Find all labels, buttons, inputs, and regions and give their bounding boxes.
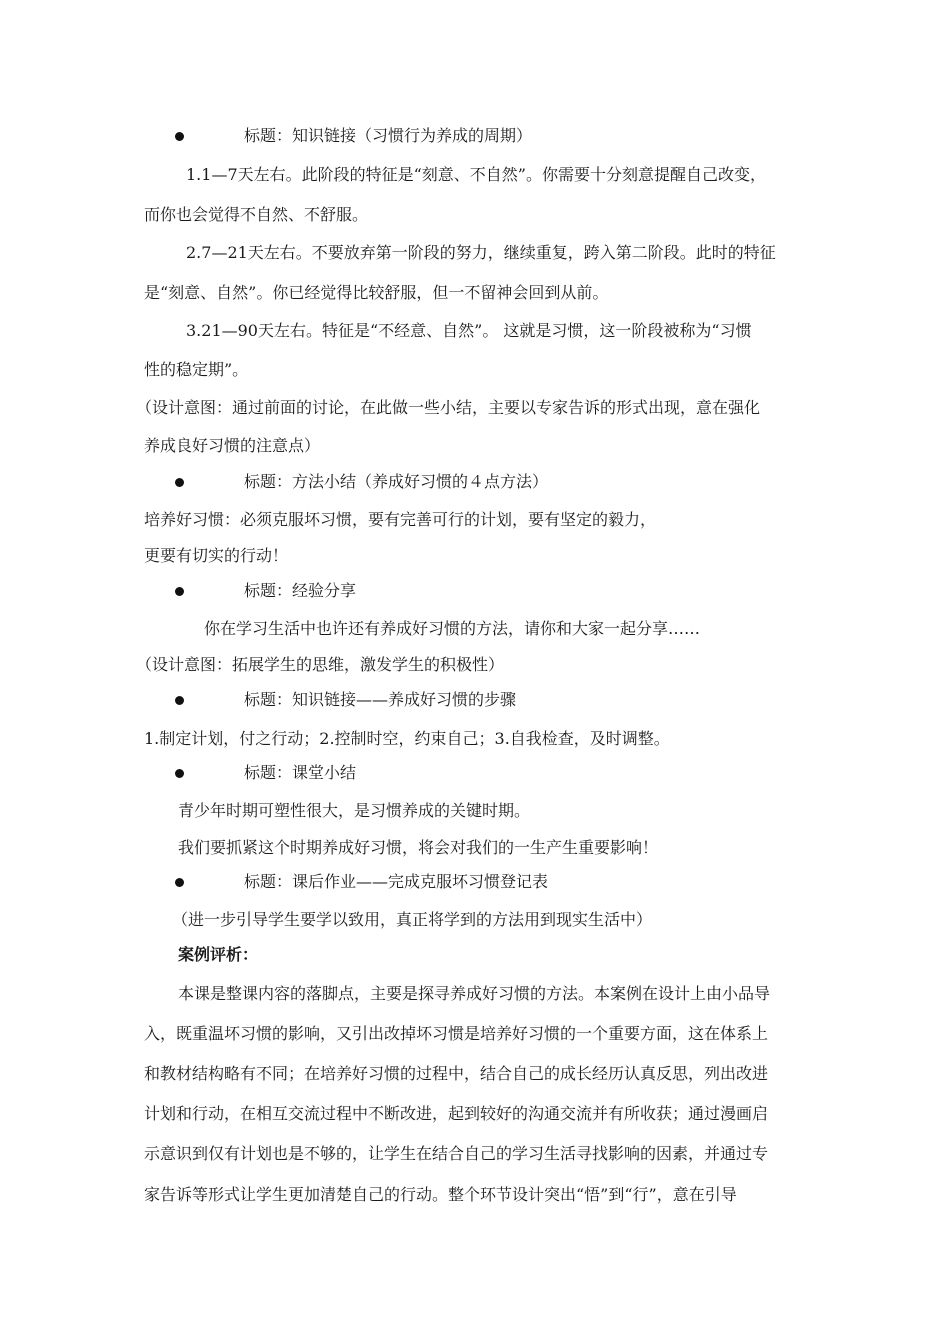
case-analysis-heading: 案例评析： [178, 945, 259, 964]
paragraph-line: 入，既重温坏习惯的影响，又引出改掉坏习惯是培养好习惯的一个重要方面，这在体系上 [144, 1024, 769, 1043]
bullet-icon [175, 587, 184, 596]
bullet-icon [175, 696, 184, 705]
paragraph-line: 而你也会觉得不自然、不舒服。 [144, 205, 369, 224]
paragraph-line: 和教材结构略有不同；在培养好习惯的过程中，结合自己的成长经历认真反思，列出改进 [144, 1064, 769, 1083]
paragraph-line: 你在学习生活中也许还有养成好习惯的方法，请你和大家一起分享…… [204, 619, 701, 638]
paragraph-line: 计划和行动，在相互交流过程中不断改进，起到较好的沟通交流并有所收获；通过漫画启 [144, 1104, 769, 1123]
bullet-icon [175, 878, 184, 887]
paragraph-line: 我们要抓紧这个时期养成好习惯，将会对我们的一生产生重要影响！ [178, 838, 659, 857]
design-intent-line: 养成良好习惯的注意点） [144, 436, 321, 455]
paragraph-line: 3.21—90天左右。特征是“不经意、自然”。 这就是习惯，这一阶段被称为“习惯 [186, 321, 752, 340]
section-heading: 标题：课后作业——完成克服坏习惯登记表 [244, 872, 549, 891]
design-intent-line: （进一步引导学生要学以致用，真正将学到的方法用到现实生活中） [172, 910, 653, 929]
section-heading: 标题：方法小结（养成好习惯的４点方法） [244, 472, 549, 491]
design-intent-line: （设计意图：拓展学生的思维，激发学生的积极性） [136, 655, 505, 674]
paragraph-line: 更要有切实的行动！ [144, 546, 289, 565]
design-intent-line: （设计意图：通过前面的讨论，在此做一些小结，主要以专家告诉的形式出现，意在强化 [136, 398, 761, 417]
paragraph-line: 培养好习惯：必须克服坏习惯，要有完善可行的计划，要有坚定的毅力， [144, 510, 657, 529]
paragraph-line: 家告诉等形式让学生更加清楚自己的行动。整个环节设计突出“悟”到“行”，意在引导 [144, 1185, 737, 1204]
section-heading: 标题：课堂小结 [244, 763, 357, 782]
paragraph-line: 青少年时期可塑性很大，是习惯养成的关键时期。 [178, 801, 531, 820]
paragraph-line: 2.7—21天左右。不要放弃第一阶段的努力，继续重复，跨入第二阶段。此时的特征 [186, 243, 776, 262]
paragraph-line: 性的稳定期”。 [144, 360, 249, 379]
paragraph-line: 1.1—7天左右。此阶段的特征是“刻意、不自然”。你需要十分刻意提醒自己改变， [186, 165, 766, 184]
section-heading: 标题：知识链接（习惯行为养成的周期） [244, 126, 533, 145]
paragraph-line: 示意识到仅有计划也是不够的，让学生在结合自己的学习生活寻找影响的因素，并通过专 [144, 1144, 769, 1163]
bullet-icon [175, 478, 184, 487]
section-heading: 标题：知识链接——养成好习惯的步骤 [244, 690, 517, 709]
section-heading: 标题：经验分享 [244, 581, 357, 600]
paragraph-line: 是“刻意、自然”。你已经觉得比较舒服，但一不留神会回到从前。 [144, 283, 609, 302]
paragraph-line: 本课是整课内容的落脚点，主要是探寻养成好习惯的方法。本案例在设计上由小品导 [178, 984, 771, 1003]
bullet-icon [175, 132, 184, 141]
paragraph-line: 1.制定计划，付之行动；2.控制时空，约束自己；3.自我检查，及时调整。 [144, 729, 670, 748]
bullet-icon [175, 769, 184, 778]
